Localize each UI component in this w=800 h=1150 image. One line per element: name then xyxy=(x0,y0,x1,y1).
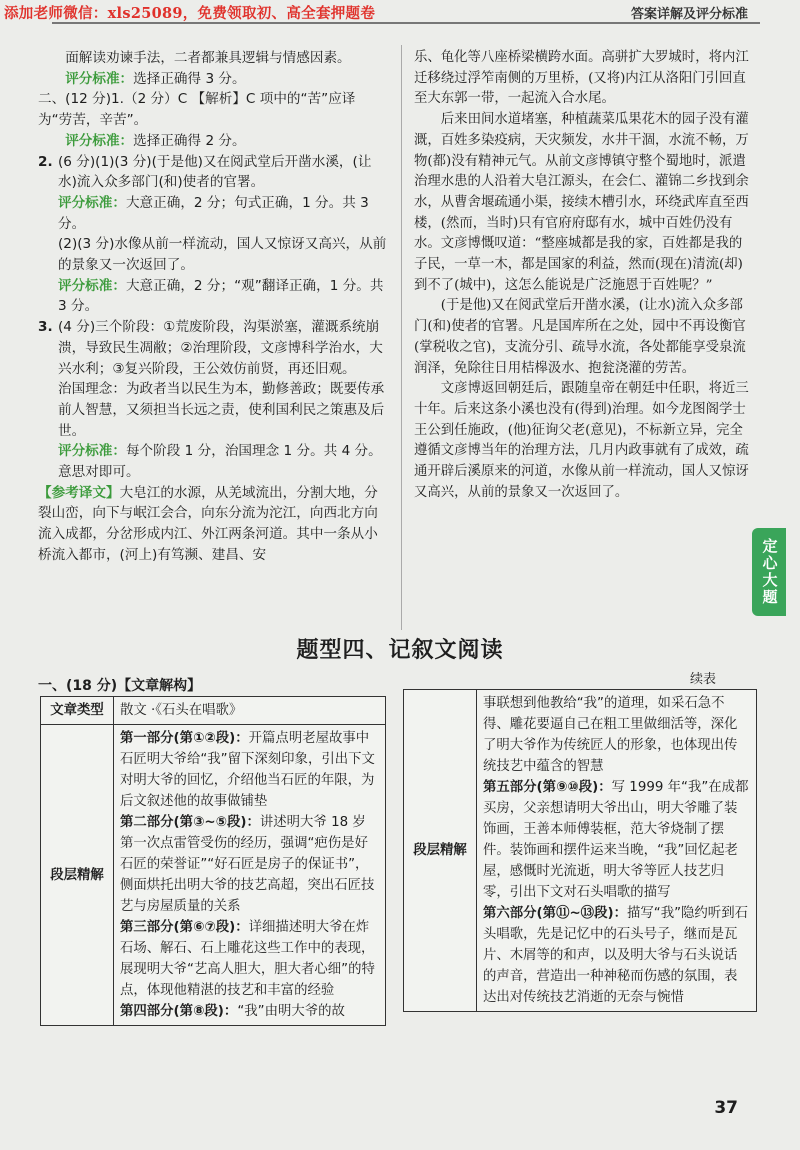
paragraph: (于是他)又在阅武堂后开凿水溪，(让水)流入众多部门(和)使者的官署。凡是国库所在之处，园中不再设衡官(掌税收之官)，支流分引、疏导水流，各处都能享受泉流润泽，免除往日用桔槔汲水、抱瓮浇灌的劳苦。 xyxy=(414,298,746,376)
question-2-head xyxy=(38,89,388,130)
part-block xyxy=(120,917,379,1001)
score-text: 大意正确，2 分；“观”翻译正确，1 分。共 3 分。 xyxy=(58,277,384,315)
paragraph: 乐、龟化等八座桥梁横跨水面。高骈扩大罗城时，将内江迁移绕过浮笮南侧的万里桥，(又将)内江从洛阳门引回直至大东郭一带，一起流入合水尾。 xyxy=(414,50,749,107)
table-cell xyxy=(114,725,386,1026)
question-2-label: 二、(12 分) xyxy=(38,91,112,108)
score-text: 选择正确得 3 分。 xyxy=(133,70,246,87)
score-label: 评分标准： xyxy=(58,194,126,211)
paragraph: 面解读劝谏手法，二者都兼具逻辑与情感因素。 xyxy=(65,50,351,66)
part-block xyxy=(120,728,379,812)
score-label: 评分标准： xyxy=(58,443,126,460)
table-cell xyxy=(477,690,757,1012)
part-head: 第二部分(第③~⑤段)： xyxy=(120,815,260,830)
left-column xyxy=(38,48,388,566)
section-title: 题型四、记叙文阅读 xyxy=(296,638,504,663)
answer-text: (2)(3 分)水像从前一样流动，国人又惊讶又高兴，从前的景象又一次返回了。 xyxy=(58,236,387,274)
part-head: 第一部分(第①②段)： xyxy=(120,731,249,746)
score-label: 评分标准： xyxy=(58,277,126,294)
page-number: 37 xyxy=(714,1098,738,1118)
answer-text: (6 分)(1)(3 分)(于是他)又在阅武堂后开凿水溪，(让水)流入众多部门(和)使者的官署。 xyxy=(58,153,372,191)
answer-3 xyxy=(38,317,388,379)
paragraph: 文彦博返回朝廷后，跟随皇帝在朝廷中任职，将近三十年。后来这条小溪也没有(得到)治理。如今龙图阁学士王公到任施政，(他)征询父老(意见)，不标新立异，完全遵循文彦博当年的治理方法，几月内政事就有了成效，疏通开辟后溪原来的河道，水像从前一样流动，国人又惊讶又高兴，从前的景象又一次返回了。 xyxy=(414,381,749,500)
part-block xyxy=(120,1001,379,1022)
part-head: 第五部分(第⑨⑩段)： xyxy=(483,780,612,795)
score-line xyxy=(38,441,388,482)
structure-table-left xyxy=(40,696,386,1026)
part-text: 详细描述明大爷在炸石场、解石、石上雕花这些工作中的表现，展现明大爷“艺高人胆大，胆大者心细”的特点，体现他精湛的技艺和丰富的经验 xyxy=(120,920,375,998)
score-line xyxy=(38,131,388,152)
structure-table-right xyxy=(403,689,757,1012)
answer-text: 治国理念：为政者当以民生为本，勤修善政；既要传承前人智慧，又须担当长远之责，使利国利民之策惠及后世。 xyxy=(58,381,385,439)
part-text: 描写“我”隐约听到石头唱歌，先是记忆中的石头号子，继而是瓦片、木屑等的和声，以及明大爷与石头说话的声音，营造出一种神秘而伤感的氛围，表达出对传统技艺消逝的无奈与惋惜 xyxy=(483,906,748,1005)
sub-heading: 一、(18 分)【文章解构】 xyxy=(38,678,202,694)
part-head: 第六部分(第⑪~⑬段)： xyxy=(483,906,627,921)
score-line xyxy=(38,69,388,90)
item-number: 2. xyxy=(38,153,53,170)
table-label: 段层精解 xyxy=(41,725,114,1026)
paragraph: 后来田间水道堵塞，种植蔬菜瓜果花木的园子没有灌溉，百姓多染疫病，天灾频发，水井干涸，水流不畅，万物(都)没有精神元气。从前文彦博镇守整个蜀地时，派遣治理水患的人沿着大皂江源头，在会仁、灌锦二乡找到余水，从曹舍堰疏通小渠，接续木槽引水，环绕武库直至西楼，(然而，当时)只有官府府邸有水，城中百姓仍没有水。文彦博慨叹道：“整座城都是我的家，百姓都是我的子民，一草一木，都是国家的利益，然而(现在)清流(却)到不了(城中)，这怎么能说是广泛施恩于百姓呢？” xyxy=(414,112,749,293)
score-text: 每个阶段 1 分，治国理念 1 分。共 4 分。意思对即可。 xyxy=(58,443,382,481)
continued-label: 续表 xyxy=(690,672,717,687)
part-block xyxy=(120,812,379,917)
part-text: 开篇点明老屋故事中石匠明大爷给“我”留下深刻印象，引出下文对明大爷的回忆，介绍他当石匠的年限，为后文叙述他的故事做铺垫 xyxy=(120,731,375,809)
score-label: 评分标准： xyxy=(65,70,134,87)
side-tab[interactable]: 定心大题 xyxy=(752,528,786,616)
table-cell: 散文 ·《石头在唱歌》 xyxy=(114,697,386,725)
page-header-title: 答案详解及评分标准 xyxy=(630,7,748,22)
answer-2 xyxy=(38,152,388,193)
item-number: 3. xyxy=(38,319,53,336)
score-text: 大意正确，2 分；句式正确，1 分。共 3 分。 xyxy=(58,194,369,232)
score-label: 评分标准： xyxy=(65,132,134,149)
watermark-text: 添加老师微信：xls25089，免费领取初、高全套押题卷 xyxy=(4,5,376,22)
right-column xyxy=(414,48,754,503)
reference-text: 大皂江的水源，从羌域流出，分割大地，分裂山峦，向下与岷江会合，向东分流为沱江，向西北方向流入成都，分岔形成内江、外江两条河道。其中一条从小桥流入都市，(河上)有笃濒、建昌、安 xyxy=(38,484,378,563)
part-block xyxy=(483,777,750,903)
score-text: 选择正确得 2 分。 xyxy=(133,132,246,149)
part-text: “我”由明大爷的故 xyxy=(237,1004,345,1019)
header-rule xyxy=(52,22,760,24)
part-text: 事联想到他教给“我”的道理，如采石急不得、雕花要逼自己在粗工里做细活等，深化了明大爷作为传统匠人的形象，也体现出传统技艺中蕴含的智慧 xyxy=(483,696,738,774)
table-label: 文章类型 xyxy=(41,697,114,725)
table-row xyxy=(41,725,386,1026)
reference-translation xyxy=(38,483,388,566)
part-text: 写 1999 年“我”在成都买房，父亲想请明大爷出山，明大爷雕了装饰画，王善本师傅装框，范大爷烧制了摆件。装饰画和摆件运来当晚，“我”回忆起老屋，感慨时光流逝，明大爷等匠人技艺归零，引出下文对石头唱歌的描写 xyxy=(483,780,749,900)
column-divider xyxy=(401,45,402,630)
answer-text: (4 分)三个阶段：①荒废阶段，沟渠淤塞，灌溉系统崩溃，导致民生凋敝；②治理阶段，文彦博科学治水，大兴水利；③复兴阶段，王公效仿前贤，再还旧观。 xyxy=(58,319,383,377)
part-block xyxy=(483,903,750,1008)
table-row xyxy=(404,690,757,1012)
part-text: 讲述明大爷 18 岁第一次点雷管受伤的经历，强调“疤伤是好石匠的荣誉证”“好石匠是房子的保证书”，侧面烘托出明大爷的技艺高超，突出石匠技艺与房屋质量的关系 xyxy=(120,815,375,914)
answer-text: 1.（2 分）C 【解析】C 项中的“苦”应译为“劳苦，辛苦”。 xyxy=(38,91,356,129)
reference-label: 【参考译文】 xyxy=(38,484,120,501)
table-row xyxy=(41,697,386,725)
score-line xyxy=(38,193,388,234)
part-head: 第四部分(第⑧段)： xyxy=(120,1004,238,1019)
table-label: 段层精解 xyxy=(404,690,477,1012)
score-line xyxy=(38,276,388,317)
part-head: 第三部分(第⑥⑦段)： xyxy=(120,920,249,935)
